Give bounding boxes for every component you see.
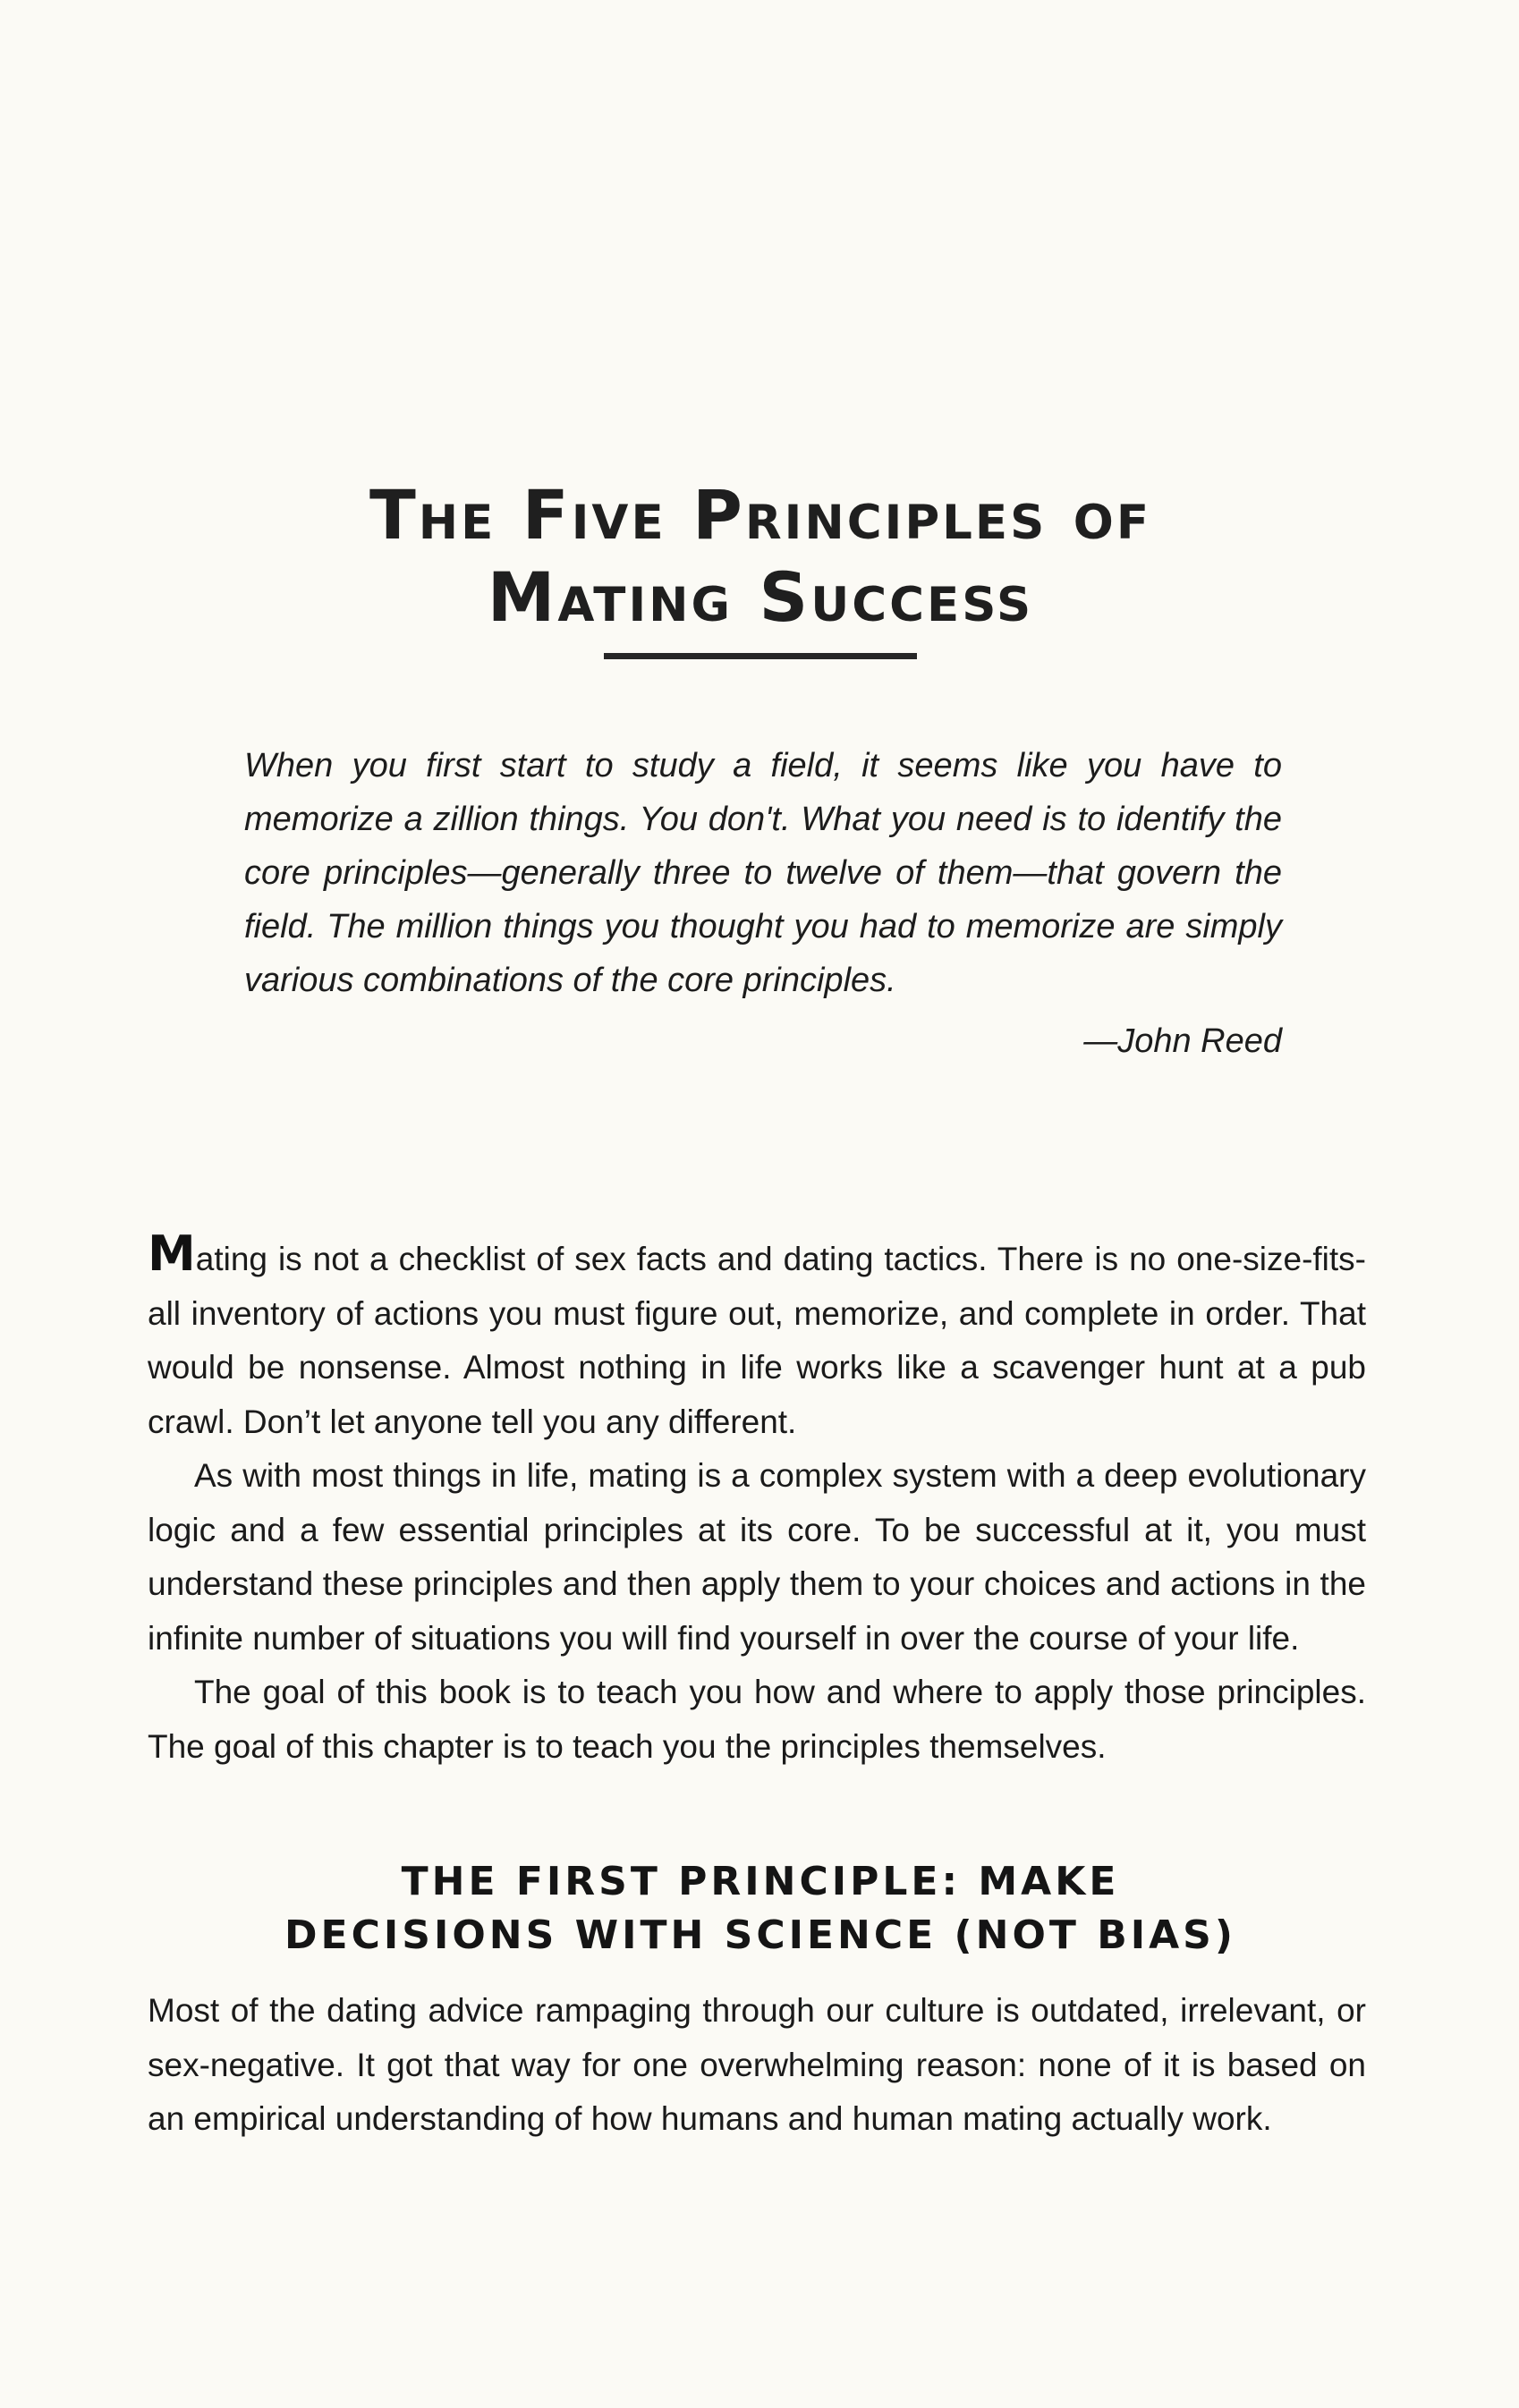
section-heading	[152, 1855, 1369, 1963]
chapter-title-line-1: The Five Principles of	[369, 475, 1152, 555]
section-heading-line-1: THE FIRST PRINCIPLE: MAKE	[401, 1859, 1120, 1904]
body-paragraph-1	[148, 1225, 1366, 1449]
section-heading-line-2: DECISIONS WITH SCIENCE (NOT BIAS)	[284, 1912, 1236, 1958]
epigraph-attribution: —John Reed	[1083, 1022, 1282, 1060]
epigraph-quote: When you first start to study a field, it seems like you have to memorize a zillion things. You don't. What you need is to identify the core principles—generally three to twelve of them—that govern the field. The million things you thought you had to memorize are simply various combinations of the core principles.	[244, 747, 1282, 999]
chapter-title-line-2: Mating Success	[487, 557, 1034, 637]
section-paragraph-1: Most of the dating advice rampaging through our culture is outdated, irrelevant, or sex-negative. It got that way for one overwhelming reason: none of it is based on an empirical understanding of how humans and human mating actually work.	[148, 1992, 1366, 2137]
chapter-title	[224, 474, 1297, 639]
drop-cap: M	[148, 1225, 196, 1282]
body-paragraph-3: The goal of this book is to teach you how and where to apply those principles. The goal of this chapter is to teach you the principles themselves.	[148, 1674, 1366, 1765]
body-paragraph-2: As with most things in life, mating is a complex system with a deep evolutionary logic and a few essential principles at its core. To be successful at it, you must understand these principles and then apply them to your choices and actions in the infinite number of situations you will find yourself in over the course of your life.	[148, 1457, 1366, 1657]
body-paragraph-1-text: ating is not a checklist of sex facts and dating tactics. There is no one-size-fits-all inventory of actions you must figure out, memorize, and complete in order. That would be nonsense. Almost nothing in life works like a scavenger hunt at a pub crawl. Don’t let anyone tell you any different.	[148, 1241, 1366, 1440]
title-divider-rule	[604, 653, 917, 659]
